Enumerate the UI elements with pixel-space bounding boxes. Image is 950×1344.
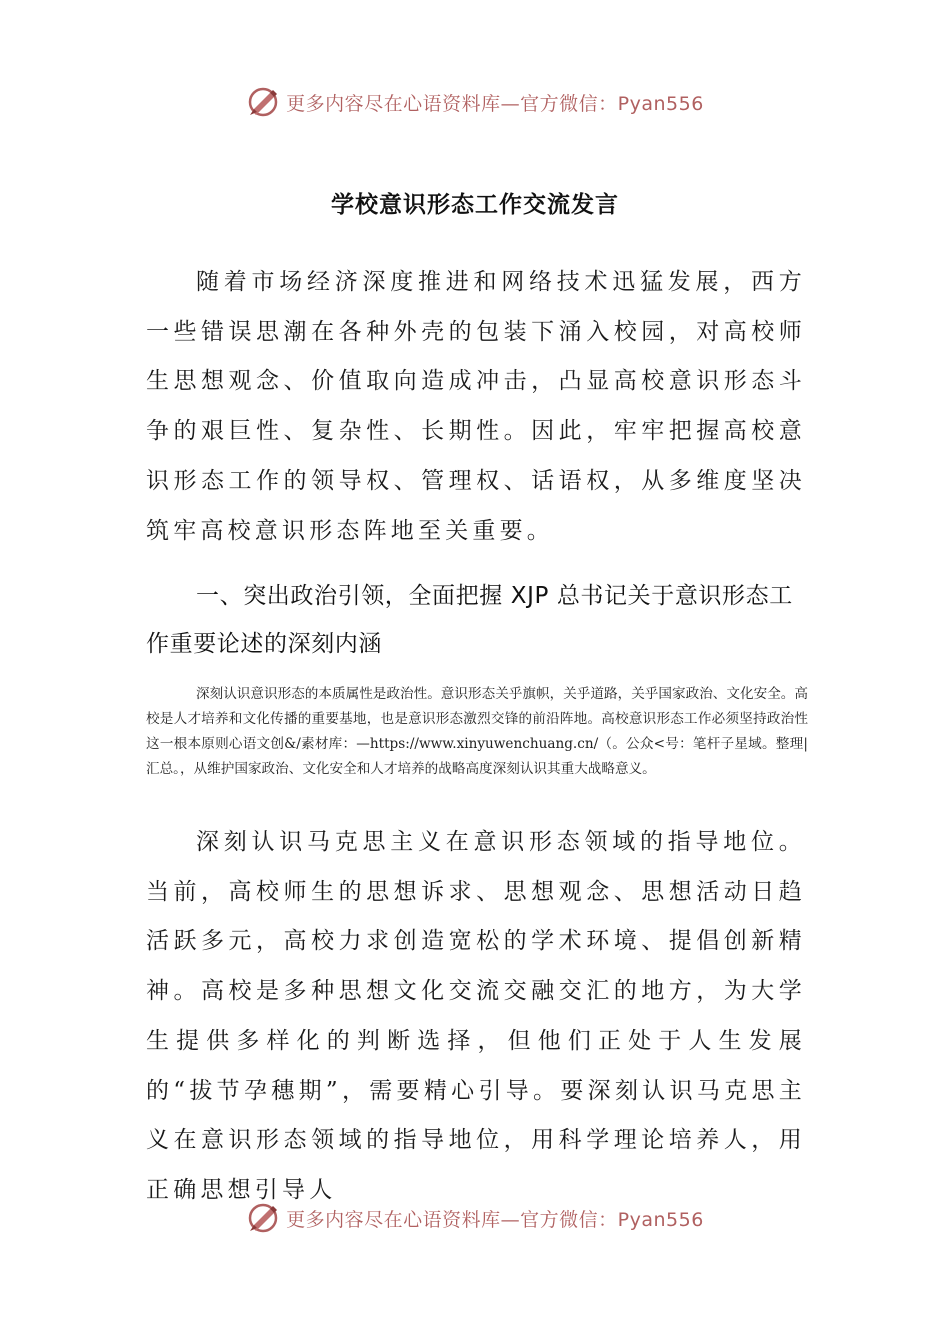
paragraph-small: 深刻认识意识形态的本质属性是政治性。意识形态关乎旗帜，关乎道路，关乎国家政治、文化安全。高校是人才培养和文化传播的重要基地，也是意识形态激烈交锋的前沿阵地。高校意识形态工作必须坚持政治性这一根本原则心语文创&/素材库：—https://www.xinyuwenchuang.cn/（。公众<号：笔杆子星域。整理|汇总。，从维护国家政治、文化安全和人才培养的战略高度深刻认识其重大战略意义。 [146, 686, 808, 777]
banner-text-cn: 更多内容尽在心语资料库—官方微信： [286, 92, 618, 115]
document-title: 学校意识形态工作交流发言 [331, 191, 619, 218]
footer-banner [0, 1198, 950, 1238]
banner-text [286, 89, 704, 116]
header-banner [0, 82, 950, 122]
pen-in-circle-icon [246, 85, 280, 119]
paragraph-marxism: 深刻认识马克思主义在意识形态领域的指导地位。当前，高校师生的思想诉求、思想观念、思想活动日趋活跃多元，高校力求创造宽松的学术环境、提倡创新精神。高校是多种思想文化交流交融交汇的地方，为大学生提供多样化的判断选择，但他们正处于人生发展的“拔节孕穗期”，需要精心引导。要深刻认识马克思主义在意识形态领域的指导地位，用科学理论培养人，用正确思想引导人 [146, 829, 806, 1203]
banner-wechat-id: Pyan556 [617, 1208, 704, 1231]
paragraph-intro: 随着市场经济深度推进和网络技术迅猛发展，西方一些错误思潮在各种外壳的包装下涌入校园，对高校师生思想观念、价值取向造成冲击，凸显高校意识形态斗争的艰巨性、复杂性、长期性。因此，牢牢把握高校意识形态工作的领导权、管理权、话语权，从多维度坚决筑牢高校意识形态阵地至关重要。 [146, 269, 806, 544]
banner-wechat-id: Pyan556 [617, 92, 704, 115]
banner-text-cn: 更多内容尽在心语资料库—官方微信： [286, 1208, 618, 1231]
pen-in-circle-icon [246, 1201, 280, 1235]
banner-text [286, 1205, 704, 1232]
section-heading-1: 一、突出政治引领，全面把握 XJP 总书记关于意识形态工作重要论述的深刻内涵 [146, 583, 793, 657]
